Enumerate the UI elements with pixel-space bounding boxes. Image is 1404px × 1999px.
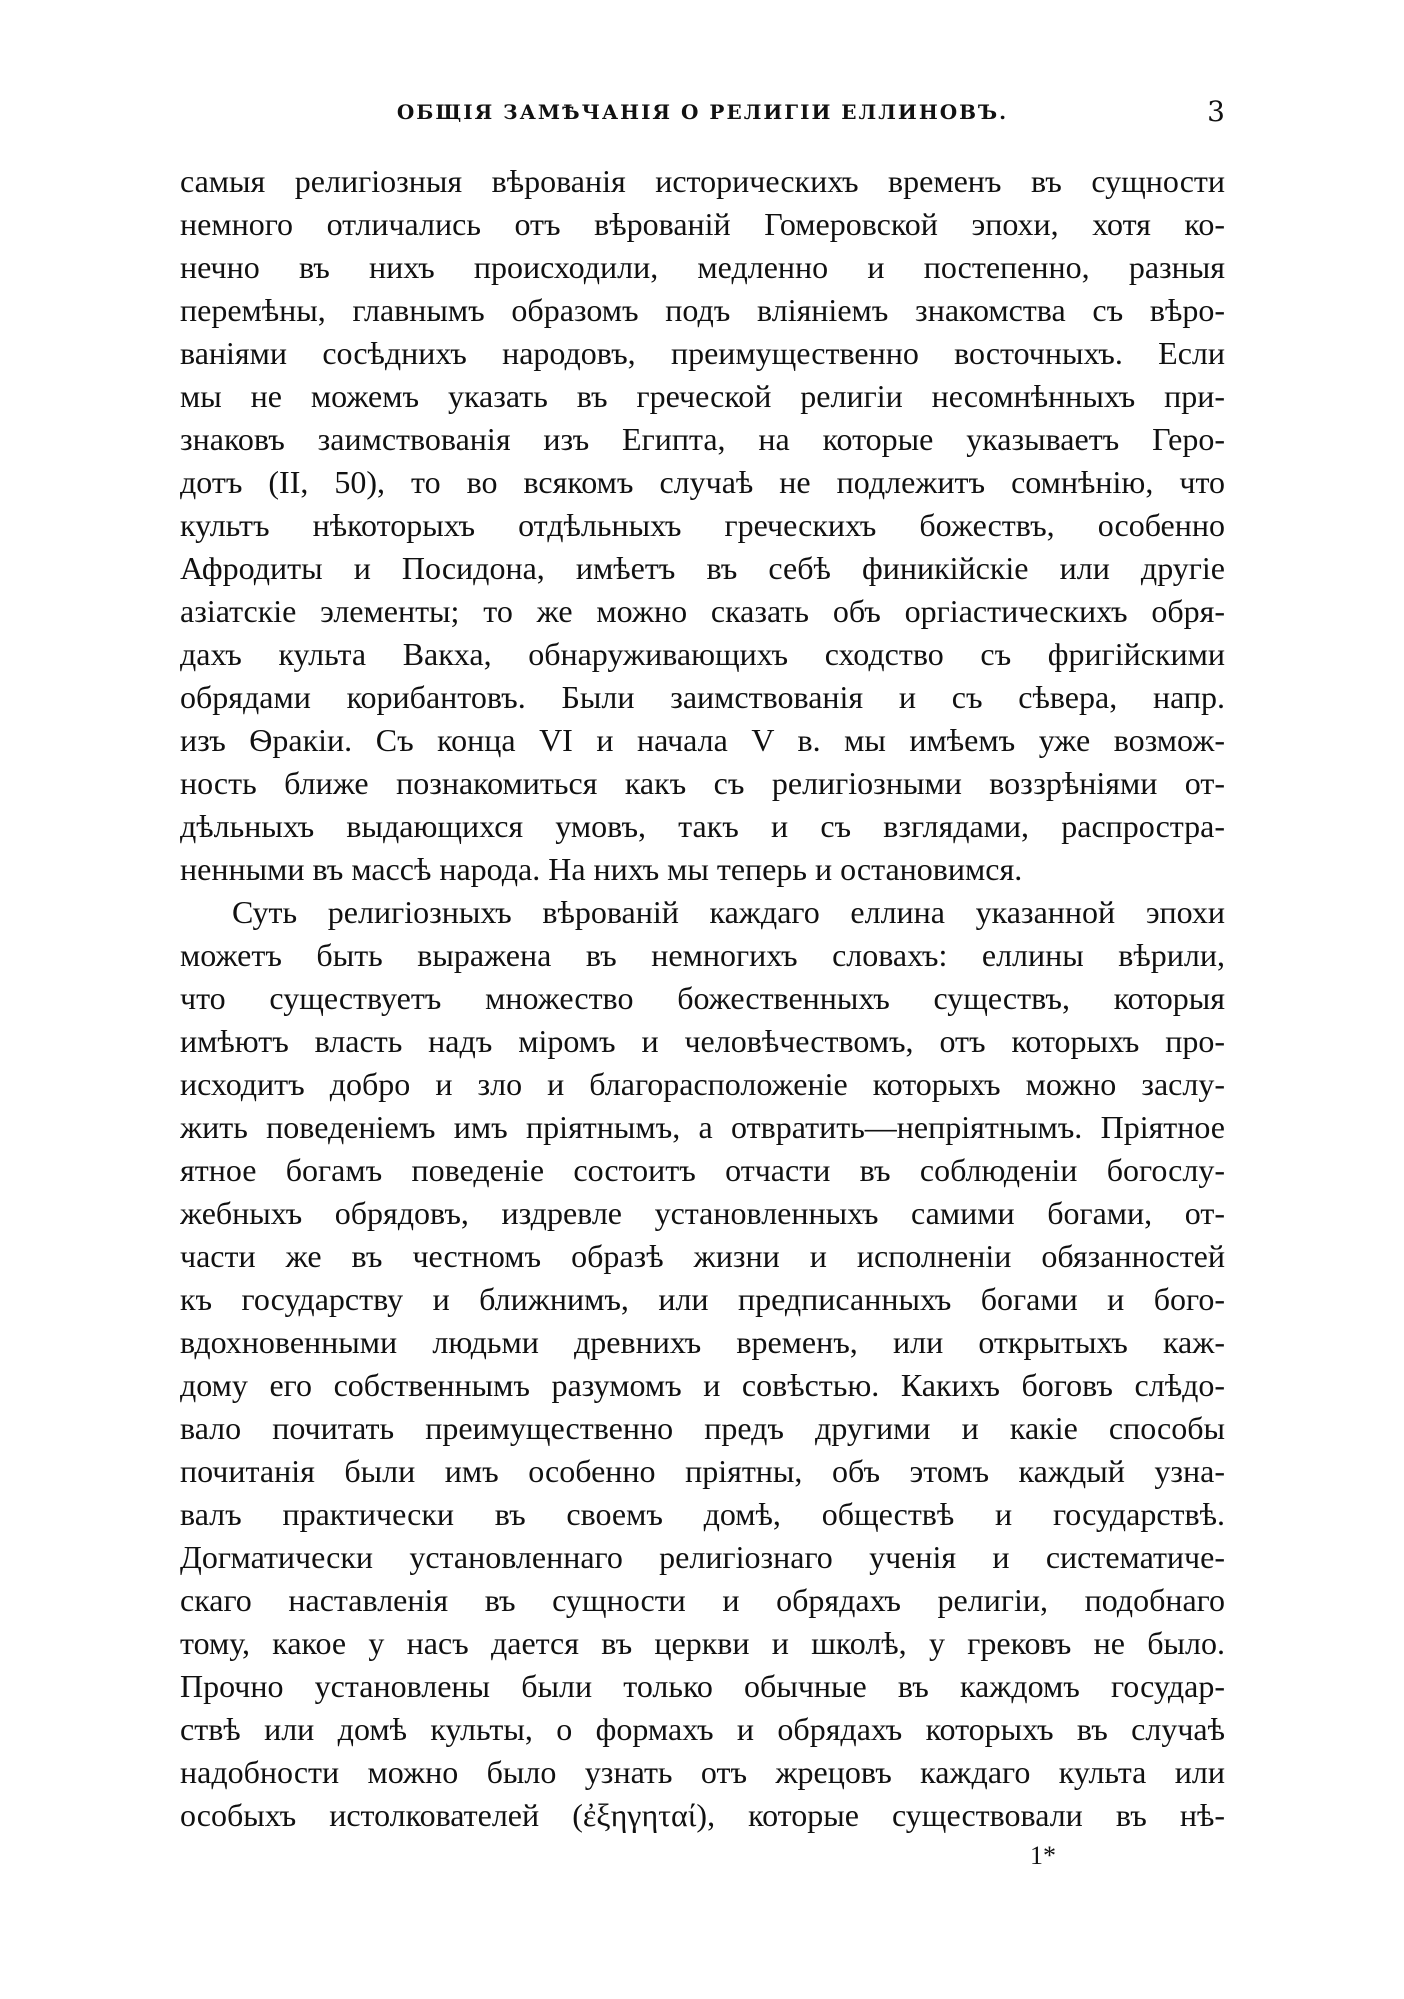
text-line: Афродиты и Посидона, имѣетъ въ себѣ финикійскіе или другіе <box>180 550 1225 586</box>
text-line: ненными въ массѣ народа. На нихъ мы теперь и остановимся. <box>180 851 1023 887</box>
text-line: вдохновенными людьми древнихъ временъ, или открытыхъ каж- <box>180 1324 1225 1360</box>
text-line: что существуетъ множество божественныхъ существъ, которыя <box>180 980 1225 1016</box>
text-line: Прочно установлены были только обычные въ каждомъ государ- <box>180 1668 1225 1704</box>
running-head <box>180 92 1225 132</box>
text-line: самыя религіозныя вѣрованія историческихъ временъ въ сущности <box>180 163 1225 199</box>
text-line: къ государству и ближнимъ, или предписанныхъ богами и бого- <box>180 1281 1225 1317</box>
text-line: почитанія были имъ особенно пріятны, объ этомъ каждый узна- <box>180 1453 1225 1489</box>
text-line: дѣльныхъ выдающихся умовъ, такъ и съ взглядами, распростра- <box>180 808 1225 844</box>
text-line: ность ближе познакомиться какъ съ религіозными воззрѣніями от- <box>180 765 1225 801</box>
text-line: перемѣны, главнымъ образомъ подъ вліяніемъ знакомства съ вѣро- <box>180 292 1225 328</box>
text-line: Догматически установленнаго религіознаго ученія и систематиче- <box>180 1539 1225 1575</box>
text-line: мы не можемъ указать въ греческой религіи несомнѣнныхъ при- <box>180 378 1225 414</box>
text-line: Суть религіозныхъ вѣрованій каждаго еллина указанной эпохи <box>232 894 1225 930</box>
text-line: скаго наставленія въ сущности и обрядахъ религіи, подобнаго <box>180 1582 1225 1618</box>
text-line: части же въ честномъ образѣ жизни и исполненіи обязанностей <box>180 1238 1225 1274</box>
signature-mark: 1* <box>1030 1841 1056 1870</box>
text-line: ствѣ или домѣ культы, о формахъ и обрядахъ которыхъ въ случаѣ <box>180 1711 1225 1747</box>
text-line: жить поведеніемъ имъ пріятнымъ, а отвратить—непріятнымъ. Пріятное <box>180 1109 1225 1145</box>
text-line: можетъ быть выражена въ немногихъ словахъ: еллины вѣрили, <box>180 937 1225 973</box>
text-line: исходитъ добро и зло и благорасположеніе которыхъ можно заслу- <box>180 1066 1225 1102</box>
text-line: дотъ (II, 50), то во всякомъ случаѣ не подлежитъ сомнѣнію, что <box>180 464 1225 500</box>
text-line: ваніями сосѣднихъ народовъ, преимущественно восточныхъ. Если <box>180 335 1225 371</box>
text-line: немного отличались отъ вѣрованій Гомеровской эпохи, хотя ко- <box>180 206 1225 242</box>
running-title: ОБЩІЯ ЗАМѢЧАНІЯ О РЕЛИГІИ ЕЛЛИНОВЪ. <box>396 100 1009 124</box>
paragraph-1 <box>180 160 1225 891</box>
text-line: изъ Ѳракіи. Съ конца VI и начала V в. мы имѣемъ уже возмож- <box>180 722 1225 758</box>
text-line: имѣютъ власть надъ міромъ и человѣчествомъ, отъ которыхъ про- <box>180 1023 1225 1059</box>
text-line: обрядами корибантовъ. Были заимствованія и съ сѣвера, напр. <box>180 679 1225 715</box>
text-line: дому его собственнымъ разумомъ и совѣстью. Какихъ боговъ слѣдо- <box>180 1367 1225 1403</box>
text-line: знаковъ заимствованія изъ Египта, на которые указываетъ Геро- <box>180 421 1225 457</box>
paragraph-2 <box>180 891 1225 1837</box>
text-line: жебныхъ обрядовъ, издревле установленныхъ самими богами, от- <box>180 1195 1225 1231</box>
text-line: особыхъ истолкователей (ἐξηγηταί), которые существовали въ нѣ- <box>180 1797 1225 1833</box>
text-line: вало почитать преимущественно предъ другими и какіе способы <box>180 1410 1225 1446</box>
body-text <box>180 160 1225 1837</box>
text-line: культъ нѣкоторыхъ отдѣльныхъ греческихъ божествъ, особенно <box>180 507 1225 543</box>
text-line: валъ практически въ своемъ домѣ, обществѣ и государствѣ. <box>180 1496 1225 1532</box>
text-line: дахъ культа Вакха, обнаруживающихъ сходство съ фригійскими <box>180 636 1225 672</box>
text-line: азіатскіе элементы; то же можно сказать объ оргіастическихъ обря- <box>180 593 1225 629</box>
page-number: 3 <box>1207 95 1225 128</box>
text-line: нечно въ нихъ происходили, медленно и постепенно, разныя <box>180 249 1225 285</box>
text-line: тому, какое у насъ дается въ церкви и школѣ, у грековъ не было. <box>180 1625 1225 1661</box>
text-line: надобности можно было узнать отъ жрецовъ каждаго культа или <box>180 1754 1225 1790</box>
text-line: ятное богамъ поведеніе состоитъ отчасти въ соблюденіи богослу- <box>180 1152 1225 1188</box>
